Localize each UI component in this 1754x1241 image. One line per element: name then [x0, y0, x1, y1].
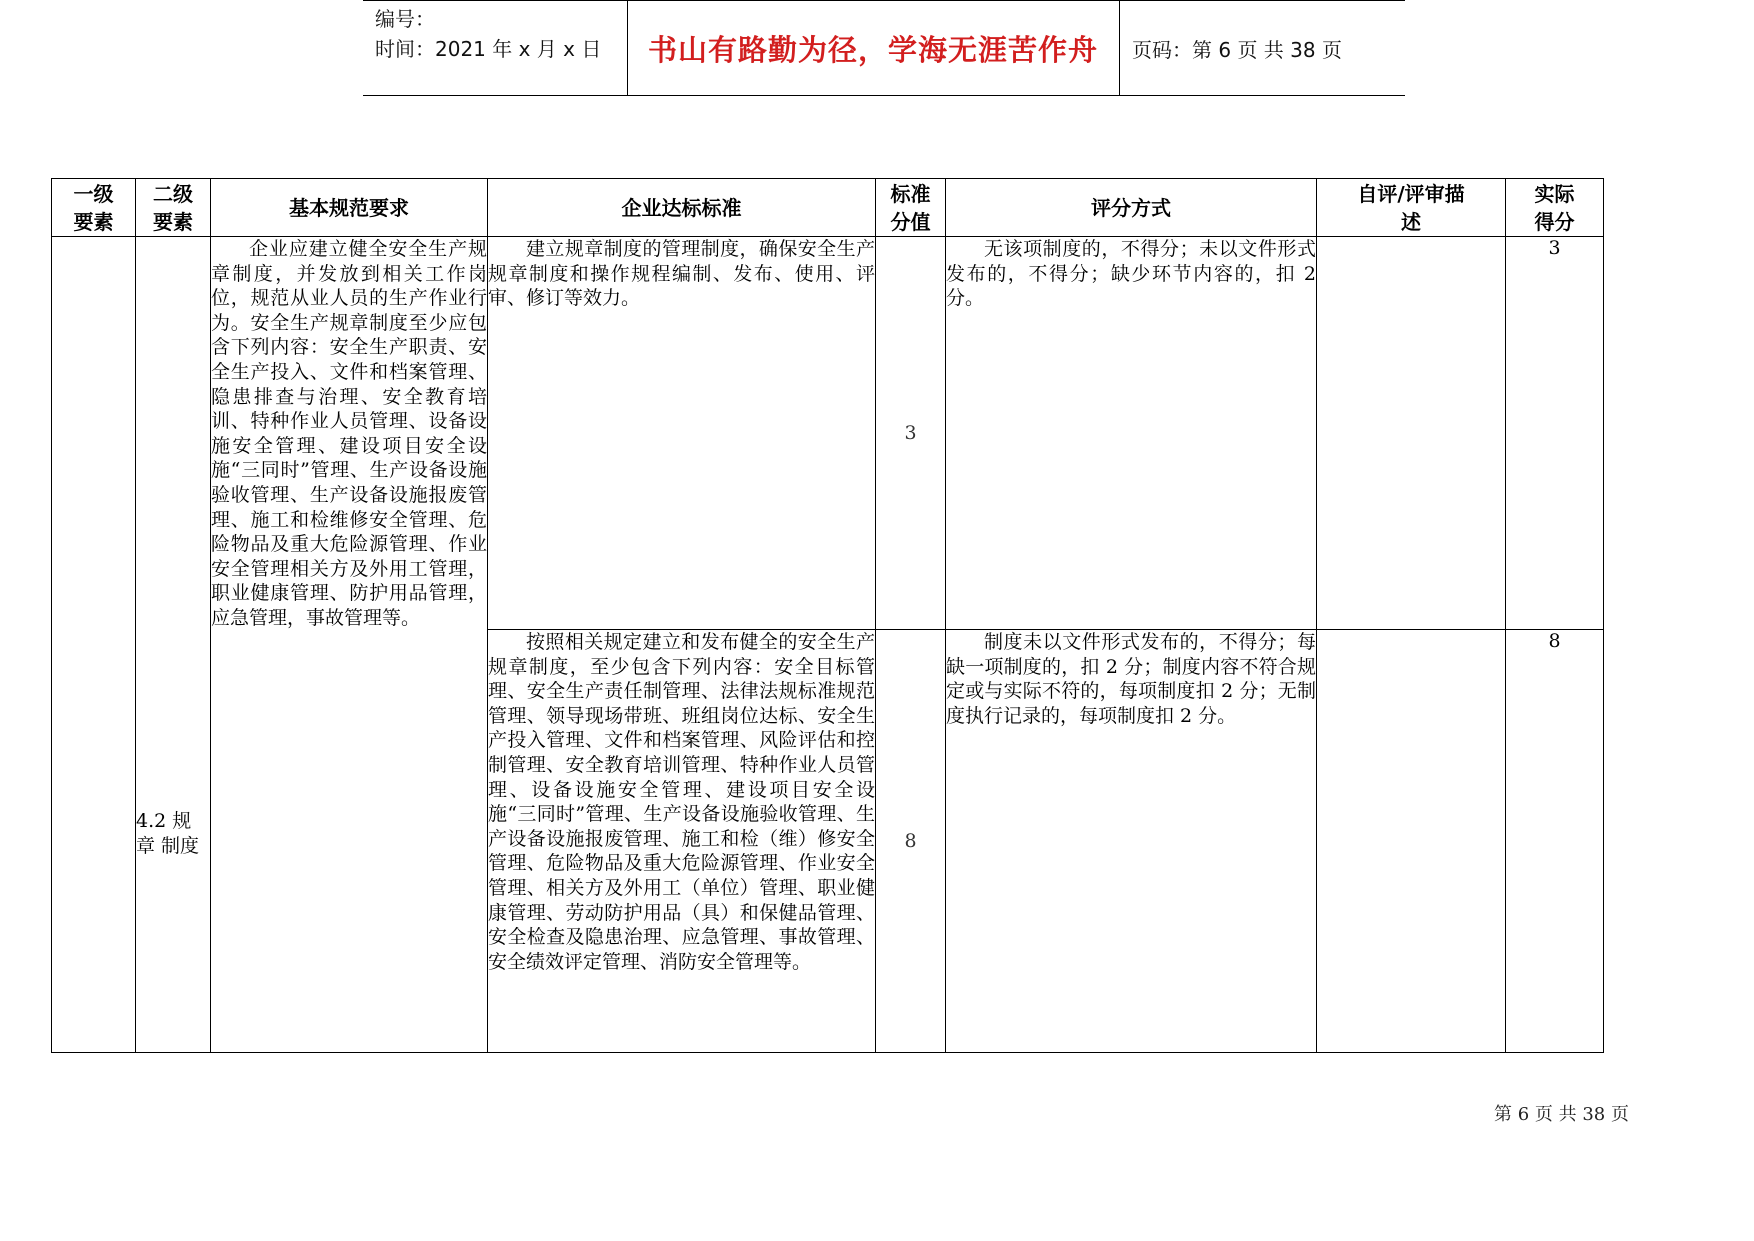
- table-row: [52, 237, 1604, 630]
- col-header-level2: 二级要素: [136, 179, 211, 237]
- method-cell: 制度未以文件形式发布的，不得分；每缺一项制度的，扣 2 分；制度内容不符合规定或与实际不符的，每项制度扣 2 分；无制度执行记录的，每项制度扣 2 分。: [946, 630, 1317, 1053]
- page-footer: 第 6 页 共 38 页: [1494, 1104, 1629, 1125]
- level2-cell: [136, 237, 211, 1053]
- col-header-method: 评分方式: [946, 179, 1317, 237]
- actual-score-cell[interactable]: 3: [1506, 237, 1604, 630]
- page-header: [363, 0, 1405, 96]
- motto-text: 书山有路勤为径，学海无涯苦作舟: [647, 32, 1098, 67]
- document-number-label: 编号：: [375, 7, 435, 31]
- evaluation-table: [51, 178, 1604, 1053]
- col-header-actual: 实际得分: [1506, 179, 1604, 237]
- col-header-description: 自评/评审描 述: [1317, 179, 1506, 237]
- header-meta: [363, 1, 628, 95]
- description-cell[interactable]: [1317, 630, 1506, 1053]
- table-header-row: [52, 179, 1604, 237]
- method-cell: 无该项制度的，不得分；未以文件形式发布的，不得分；缺少环节内容的，扣 2 分。: [946, 237, 1317, 630]
- standard-cell: 建立规章制度的管理制度，确保安全生产规章制度和操作规程编制、发布、使用、评审、修订等效力。: [488, 237, 876, 630]
- header-page-cell: [1120, 1, 1404, 95]
- standard-cell: 按照相关规定建立和发布健全的安全生产规章制度，至少包含下列内容：安全目标管理、安全生产责任制管理、法律法规标准规范管理、领导现场带班、班组岗位达标、安全生产投入管理、文件和档案管理、风险评估和控制管理、安全教育培训管理、特种作业人员管理、设备设施安全管理、建设项目安全设施“三同时”管理、生产设备设施验收管理、生产设备设施报废管理、施工和检（维）修安全管理、危险物品及重大危险源管理、作业安全管理、相关方及外用工（单位）管理、职业健康管理、劳动防护用品（具）和保健品管理、安全检查及隐患治理、应急管理、事故管理、安全绩效评定管理、消防安全管理等。: [488, 630, 876, 1053]
- col-header-basic-requirement: 基本规范要求: [211, 179, 488, 237]
- description-cell[interactable]: [1317, 237, 1506, 630]
- actual-score-cell[interactable]: 8: [1506, 630, 1604, 1053]
- document-date: 时间：2021 年 x 月 x 日: [375, 37, 602, 61]
- page-code: 页码：第 6 页 共 38 页: [1132, 37, 1342, 62]
- level1-cell: [52, 237, 136, 1053]
- col-header-score: 标准分值: [876, 179, 946, 237]
- col-header-level1: 一级要素: [52, 179, 136, 237]
- basic-requirement-cell: 企业应建立健全安全生产规章制度，并发放到相关工作岗位，规范从业人员的生产作业行为。安全生产规章制度至少应包含下列内容：安全生产职责、安全生产投入、文件和档案管理、隐患排查与治理、安全教育培训、特种作业人员管理、设备设施安全管理、建设项目安全设施“三同时”管理、生产设备设施验收管理、生产设备设施报废管理、施工和检维修安全管理、危险物品及重大危险源管理、作业安全管理相关方及外用工管理，职业健康管理、防护用品管理，应急管理，事故管理等。: [211, 237, 488, 1053]
- header-motto-cell: [627, 1, 1120, 95]
- col-header-standard: 企业达标标准: [488, 179, 876, 237]
- level2-text: 4.2 规 章 制度: [136, 809, 200, 857]
- score-cell: 8: [876, 630, 946, 1053]
- score-cell: 3: [876, 237, 946, 630]
